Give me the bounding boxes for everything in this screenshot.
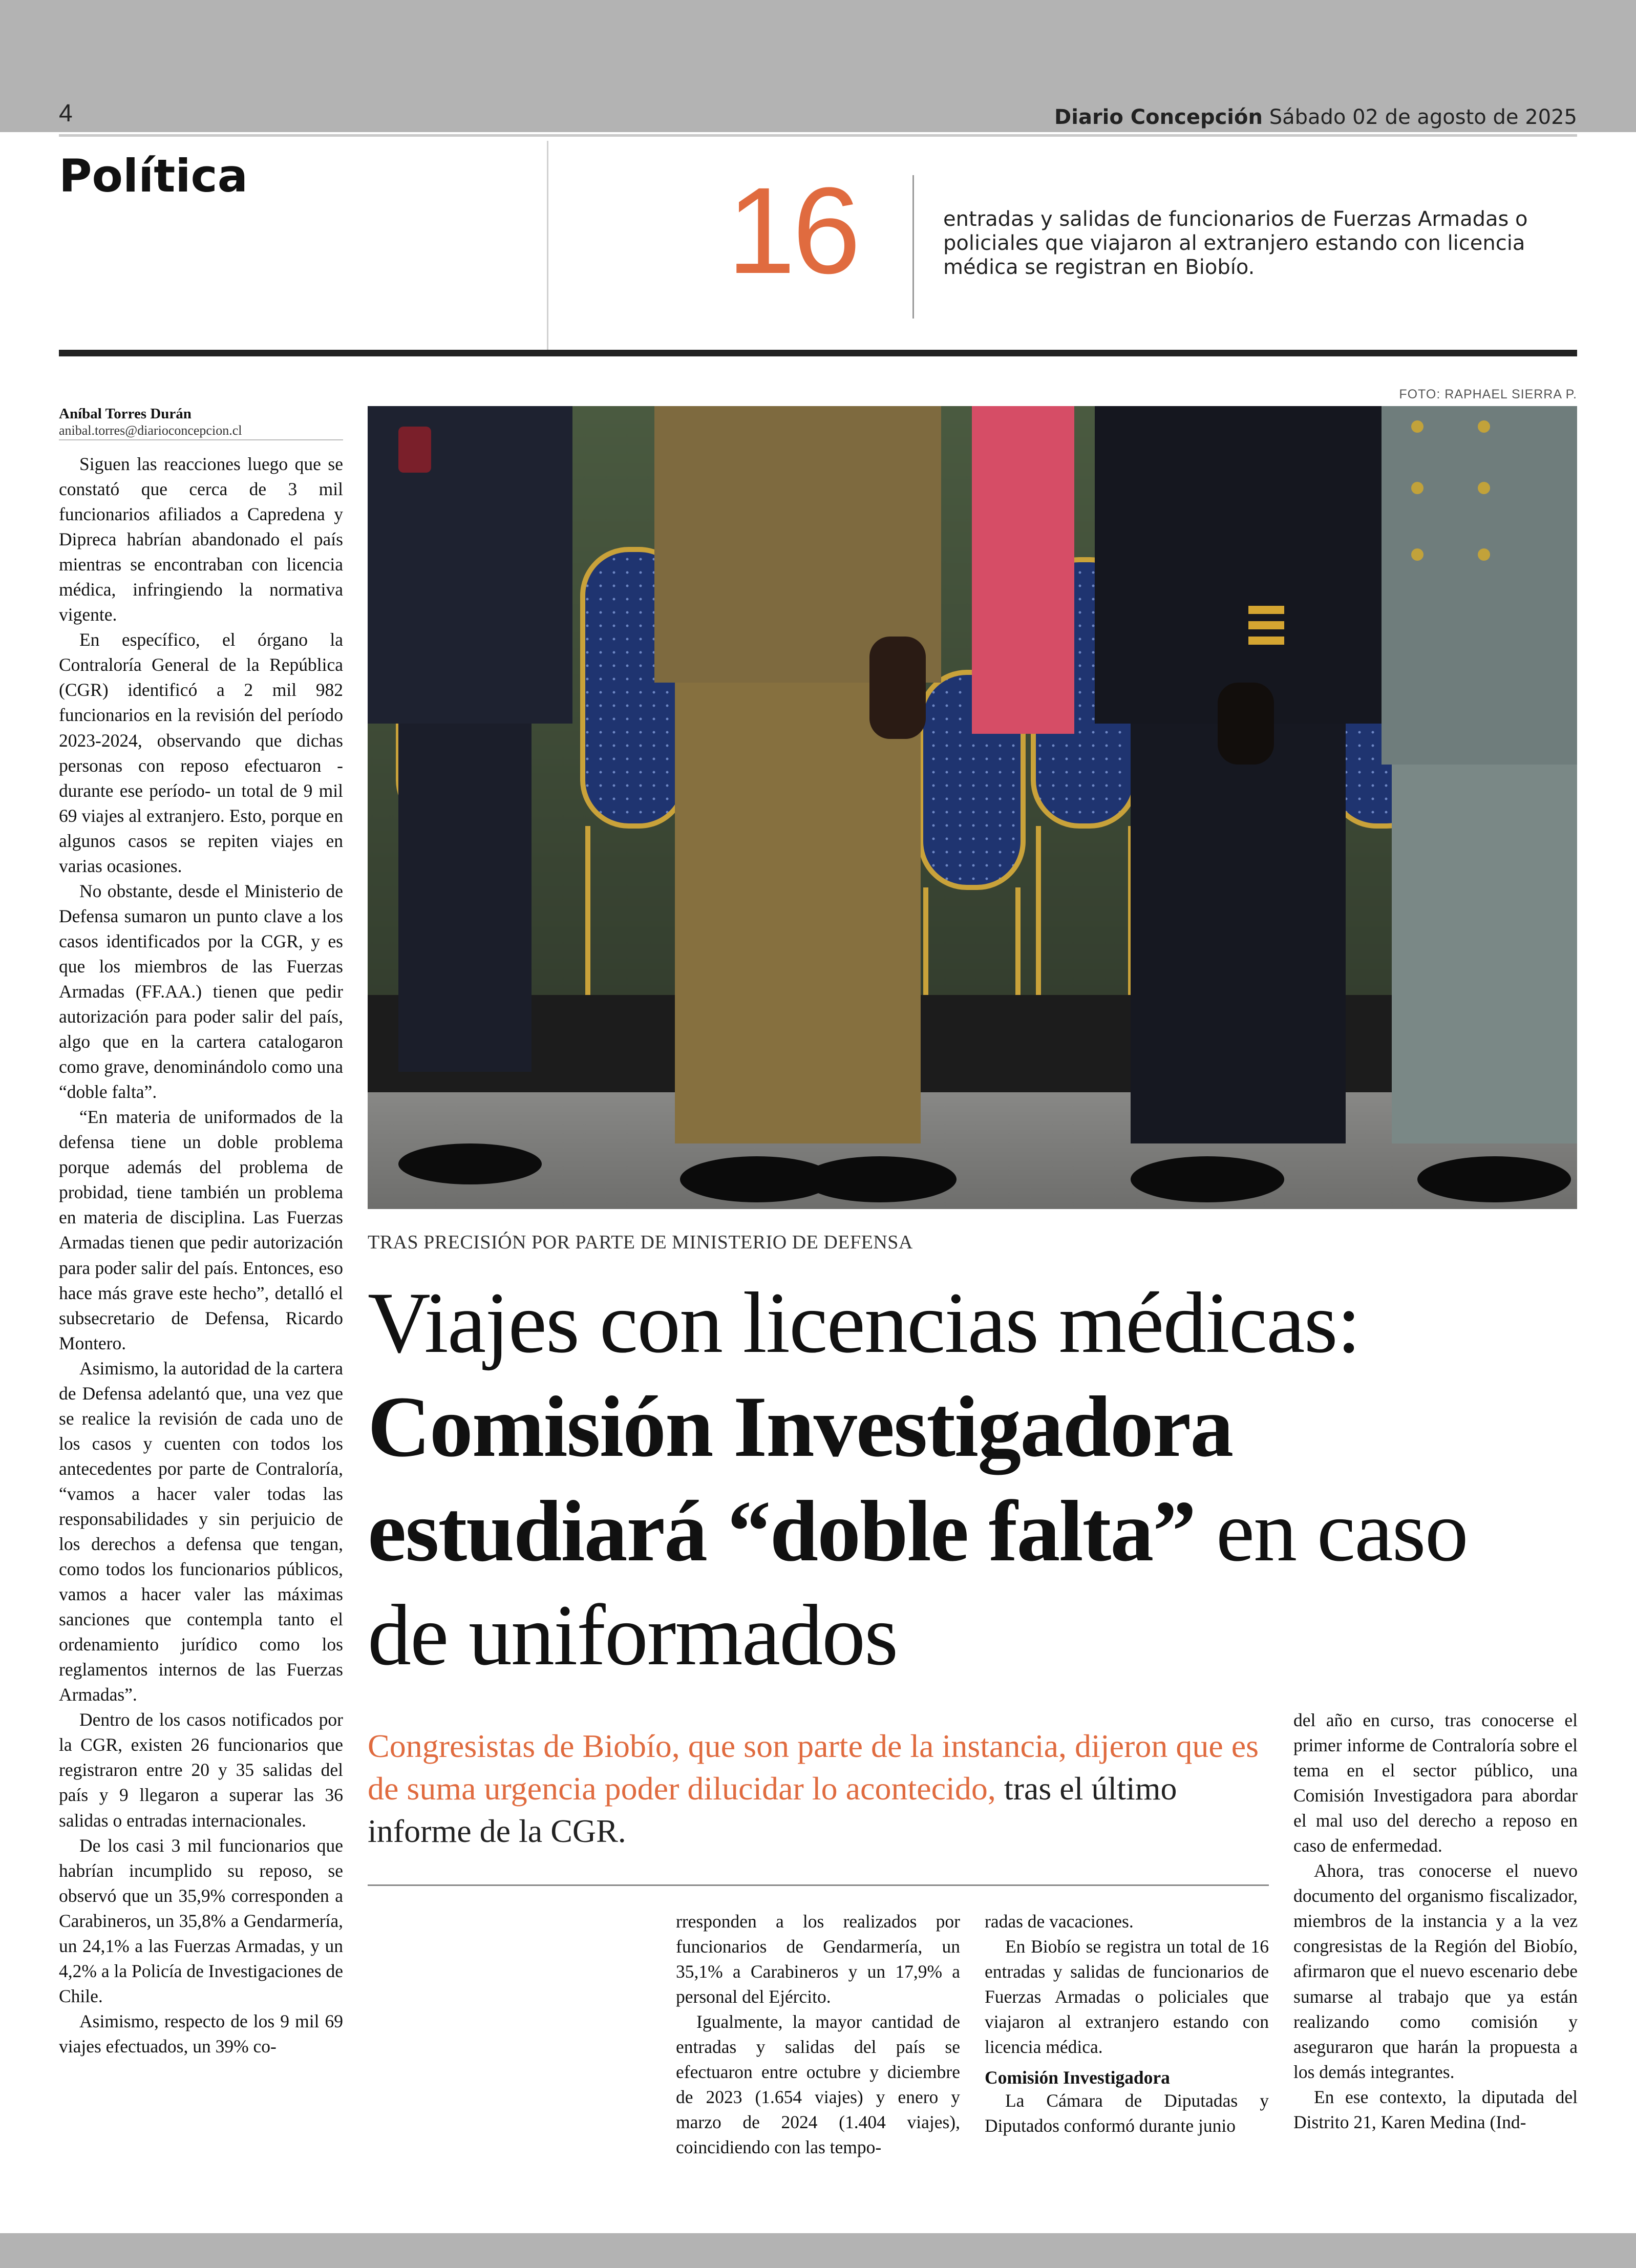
headline-part-light: Viajes con licencias médicas: [368, 1275, 1360, 1371]
paragraph: Dentro de los casos notificados por la CGR, existen 26 funcionarios que registraron entre 20 y 35 salidas del país y 9 llegaron a superar las 36 salidas o entradas internacionales. [59, 1709, 343, 1831]
paragraph: La Cámara de Diputadas y Diputados conformó durante junio [985, 2090, 1269, 2136]
lead-rest: tras el último informe de la CGR. [368, 1770, 1177, 1850]
header-thick-rule [59, 350, 1577, 356]
headline-part-light: en caso de uniformados [368, 1482, 1468, 1684]
paragraph: rresponden a los realizados por funcionarios de Gendarmería, un 35,1% a Carabineros y un 17,9% a personal del Ejército. [676, 1911, 960, 2007]
paragraph: Asimismo, respecto de los 9 mil 69 viajes efectuados, un 39% co- [59, 2010, 343, 2057]
paragraph: En específico, el órgano la Contraloría General de la República (CGR) identificó a 2 mil 982 funcionarios en la revisión del período 2023-2024, observando que dichas personas con reposo efectuaron -durante ese período- un total de 9 mil 69 viajes al extranjero. Esto, porque en algunos casos se repiten viajes en varias ocasiones. [59, 629, 343, 876]
paragraph: Ahora, tras conocerse el nuevo documento del organismo fiscalizador, miembros de la instancia y a la vez congresistas de la Región del Biobío, afirmaron que el nuevo escenario debe sumarse al trabajo que ya están realizando como comisión y aseguraron que harán la propuesta a los demás integrantes. [1293, 1860, 1578, 2082]
author-email: anibal.torres@diarioconcepcion.cl [59, 423, 242, 438]
paragraph: radas de vacaciones. [985, 1911, 1134, 1932]
article-column-5 [1293, 1708, 1578, 2135]
newspaper-name: Diario Concepción [1054, 105, 1263, 129]
paragraph: De los casi 3 mil funcionarios que habrían incumplido su reposo, se observó que un 35,9% corresponden a Carabineros, un 35,8% a Gendarmería, un 24,1% a las Fuerzas Armadas, y un 4,2% a la Policía de Investigaciones de Chile. [59, 1835, 343, 2006]
paragraph: En ese contexto, la diputada del Distrito 21, Karen Medina (Ind- [1293, 2086, 1578, 2132]
header-divider [547, 141, 548, 350]
byline-rule [59, 439, 343, 440]
paragraph: En Biobío se registra un total de 16 entradas y salidas de funcionarios de Fuerzas Armadas o policiales que viajaron al extranjero estando con licencia médica. [985, 1936, 1269, 2058]
paragraph: Siguen las reacciones luego que se constató que cerca de 3 mil funcionarios afiliados a Capredena y Dipreca habrían abandonado el país mientras se encontraban con licencia médica, infringiendo la normativa vigente. [59, 454, 343, 625]
paragraph: del año en curso, tras conocerse el primer informe de Contraloría sobre el tema en el sector público, una Comisión Investigadora para abordar el mal uso del derecho a reposo en caso de enfermedad. [1293, 1710, 1578, 1856]
article-column-4 [985, 1909, 1269, 2138]
article-column-1 [59, 452, 343, 2059]
stat-number: 16 [727, 162, 858, 299]
photo-credit: FOTO: RAPHAEL SIERRA P. [1399, 387, 1577, 401]
author-name: Aníbal Torres Durán [59, 406, 192, 422]
header-rule [59, 134, 1577, 137]
lead-highlight: Congresistas de Biobío, que son parte de la instancia, dijeron que es de suma urgencia poder dilucidar lo acontecido, [368, 1728, 1259, 1807]
article-lead [368, 1725, 1279, 1853]
subheading: Comisión Investigadora [985, 2067, 1170, 2088]
issue-date: Sábado 02 de agosto de 2025 [1269, 105, 1577, 129]
headline-part-bold: Comisión Investigadora estudiará “doble falta” [368, 1379, 1233, 1579]
article-column-3 [676, 1909, 960, 2160]
uniformed-officials-photo [368, 406, 1577, 1209]
paragraph: Asimismo, la autoridad de la cartera de Defensa adelantó que, una vez que se realice la revisión de cada uno de los casos y cuenten con todos los antecedentes por parte de Contraloría, “vamos a hacer valer todas las responsabilidades y sin perjuicio de los derechos a defensa que tengan, como todos los funcionarios públicos, vamos a hacer valer las máximas sanciones que contempla tanto el ordenamiento jurídico como los reglamentos internos de las Fuerzas Armadas”. [59, 1358, 343, 1705]
lead-rule [368, 1884, 1269, 1886]
section-title: Política [59, 150, 248, 202]
paragraph: Igualmente, la mayor cantidad de entradas y salidas del país se efectuaron entre octubre y diciembre de 2023 (1.654 viajes) y enero y marzo de 2024 (1.404 viajes), coincidiendo con las tempo- [676, 2011, 960, 2158]
article-headline [368, 1271, 1561, 1688]
masthead-date [1054, 105, 1577, 129]
article-kicker: TRAS PRECISIÓN POR PARTE DE MINISTERIO DE DEFENSA [368, 1232, 913, 1253]
paragraph: “En materia de uniformados de la defensa tiene un doble problema porque además del problema de probidad, tiene también un problema en materia de disciplina. Las Fuerzas Armadas tienen que pedir autorización para poder salir del país. Entonces, eso hace más grave este hecho”, detalló el subsecretario de Defensa, Ricardo Montero. [59, 1107, 343, 1353]
stat-description: entradas y salidas de funcionarios de Fuerzas Armadas o policiales que viajaron al extranjero estando con licencia médica se registran en Biobío. [943, 207, 1528, 279]
stat-divider [912, 175, 914, 319]
page-number: 4 [59, 100, 73, 127]
paragraph: No obstante, desde el Ministerio de Defensa sumaron un punto clave a los casos identificados por la CGR, y es que los miembros de las Fuerzas Armadas (FF.AA.) tienen que pedir autorización para poder salir del país, algo que en la cartera catalogaron como grave, denominándolo como una “doble falta”. [59, 880, 343, 1103]
